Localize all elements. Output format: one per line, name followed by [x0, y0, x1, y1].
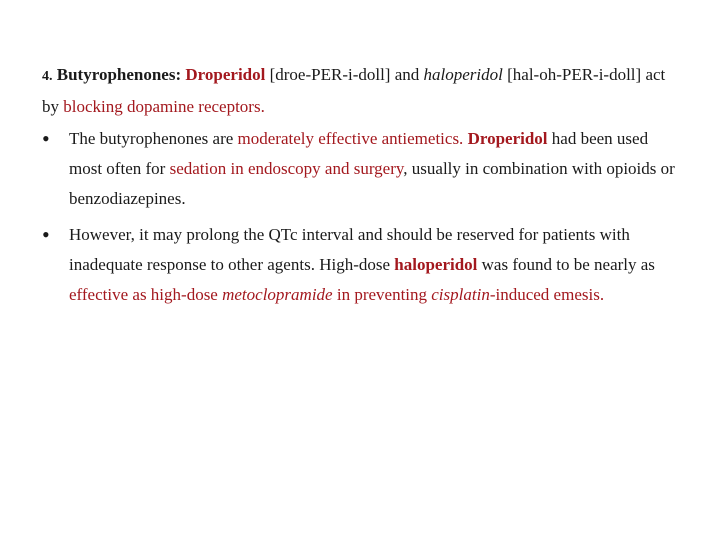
text-and: and	[394, 65, 420, 84]
pronunciation-haloperidol: [hal‐oh‐PER‐i‐doll]	[507, 65, 642, 84]
bullet2-effective: effective as high‐dose	[69, 285, 218, 304]
section-heading	[42, 60, 682, 122]
bullet-item-2	[42, 220, 682, 310]
bullet-icon: •	[42, 126, 50, 151]
bullet2-part1: However, it may prolong the QTc interval and should be reserved for patients with inadequate response to other agents. High‐dose	[69, 225, 630, 274]
bullet2-metoclopramide: metoclopramide	[222, 285, 333, 304]
bullet-text-1	[69, 124, 682, 214]
bullet1-efficacy: moderately effective antiemetics.	[237, 129, 464, 148]
bullet2-part3: was found to be nearly as	[481, 255, 655, 274]
bullet1-droperidol: Droperidol	[467, 129, 548, 148]
pronunciation-droperidol: [droe‐PER‐i‐doll]	[269, 65, 391, 84]
section-title: Butyrophenones:	[56, 65, 182, 84]
drug-haloperidol: haloperidol	[423, 65, 503, 84]
drug-droperidol: Droperidol	[185, 65, 266, 84]
bullet1-part6: , usually in combination with opioids or benzodiazepines.	[69, 159, 675, 208]
section-number: 4.	[42, 69, 53, 84]
bullet2-emesis: ‐induced emesis.	[489, 285, 605, 304]
bullet1-part4: had been used most often for	[69, 129, 649, 178]
bullet-icon: •	[42, 222, 50, 247]
bullet-text-2	[69, 220, 682, 310]
bullet2-in: in preventing	[336, 285, 428, 304]
text-act-by: act by	[42, 65, 666, 116]
bullet1-part1: The butyrophenones are	[69, 129, 234, 148]
mechanism-text: blocking dopamine receptors.	[63, 97, 265, 116]
bullet2-cisplatin: cisplatin	[431, 285, 490, 304]
bullet2-haloperidol: haloperidol	[394, 255, 478, 274]
bullet1-sedation: sedation in endoscopy and surgery	[169, 159, 404, 178]
bullet-item-1	[42, 124, 682, 214]
